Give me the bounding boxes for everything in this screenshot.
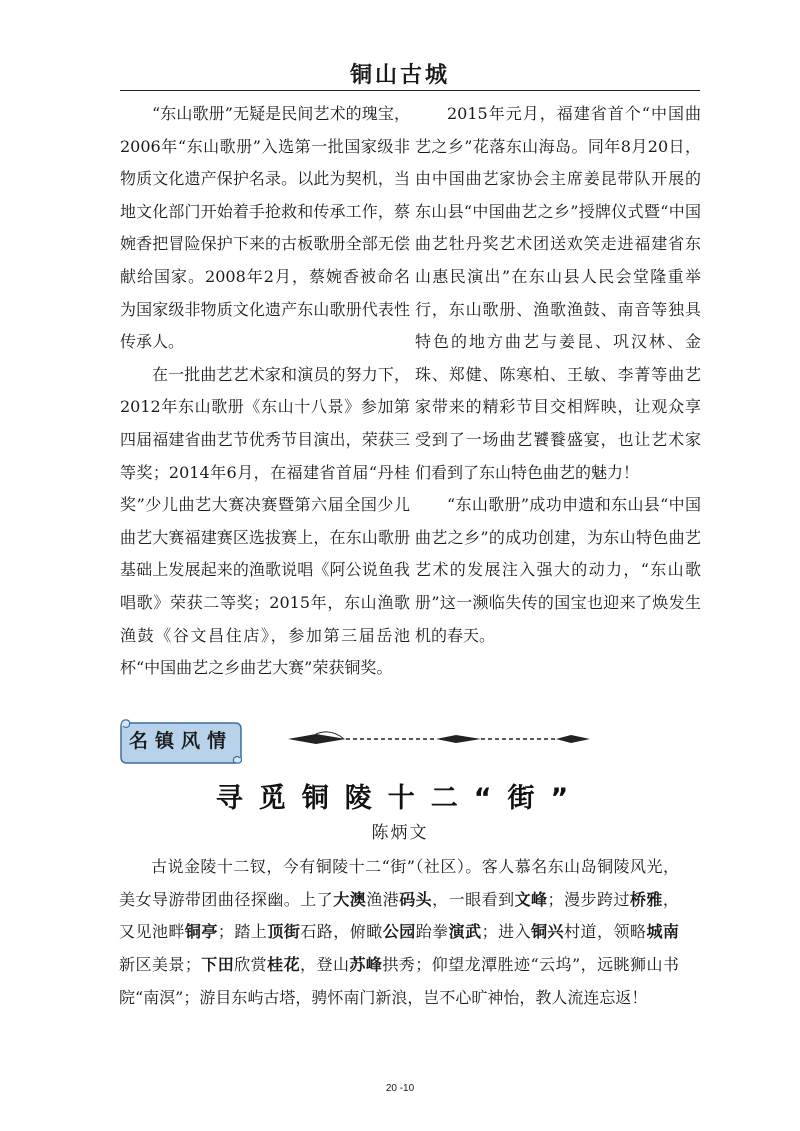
page-number: 20 -10 — [385, 1083, 415, 1094]
right-column — [415, 98, 701, 652]
intro-text: 村道，领略 — [564, 922, 647, 942]
intro-text: 石路，俯瞰 — [300, 922, 383, 942]
intro-keyword: 码头 — [399, 889, 433, 909]
article-intro — [119, 851, 679, 1015]
intro-keyword: 城南 — [646, 922, 679, 942]
intro-text: 跆拳 — [415, 922, 449, 942]
intro-keyword: 下田 — [200, 955, 235, 975]
intro-keyword: 大澳 — [333, 889, 367, 909]
intro-keyword: 桂花 — [267, 955, 301, 975]
intro-text: 欣赏 — [234, 955, 268, 975]
section-banner-label: 名镇风情 — [128, 730, 233, 752]
intro-text: ，一眼看到 — [432, 889, 515, 909]
left-paragraph-2: 在一批曲艺艺术家和演员的努力下，2012年东山歌册《东山十八景》参加第四届福建省曲艺节优秀节目演出，荣获三等奖；2014年6月，在福建省首届“丹桂奖”少儿曲艺大赛决赛暨第六届全国少儿曲艺大赛福建赛区选拔赛上，在东山歌册基础上发展起来的渔歌说唱《阿公说鱼我唱歌》荣获二等奖；2015年，东山渔歌渔鼓《谷文昌住店》，参加第三届岳池杯“中国曲艺之乡曲艺大赛”荣获铜奖。 — [120, 364, 410, 678]
intro-keyword: 铜亭 — [184, 922, 218, 942]
running-header-title: 铜山古城 — [349, 62, 450, 88]
header-rule — [120, 90, 700, 91]
divider-ornament-icon — [286, 728, 592, 750]
right-paragraph-2: “东山歌册”成功申遗和东山县“中国曲艺之乡”的成功创建，为东山特色曲艺艺术的发展注入强大的动力，“东山歌册”这一濒临失传的国宝也迎来了焕发生机的春天。 — [415, 495, 701, 645]
intro-text: ；进入 — [481, 922, 532, 942]
intro-text: 古说金陵十二钗，今有铜陵十二“街”（社区）。客人慕名东山岛铜陵风光，美女导游带团曲径探幽。上了 — [119, 857, 679, 909]
right-paragraph-1: 2015年元月，福建省首个“中国曲艺之乡”花落东山海岛。同年8月20日，由中国曲艺家协会主席姜昆带队开展的东山县“中国曲艺之乡”授牌仪式暨“中国曲艺牡丹奖艺术团送欢笑走进福建省东山惠民演出”在东山县人民会堂隆重举行，东山歌册、渔歌渔鼓、南音等独具特色的地方曲艺与姜昆、巩汉林、金珠、郑健、陈寒柏、王敏、李菁等曲艺家带来的精彩节目交相辉映，让观众享受到了一场曲艺饕餮盛宴，也让艺术家们看到了东山特色曲艺的魅力！ — [415, 104, 701, 482]
intro-keyword: 铜兴 — [531, 922, 565, 942]
left-column — [120, 98, 410, 685]
intro-text: ，登山 — [300, 955, 350, 975]
intro-text: 新区美景； — [119, 955, 201, 975]
intro-keyword: 演武 — [448, 922, 482, 942]
intro-text: ；漫步跨过 — [547, 889, 630, 909]
article-title: 寻觅铜陵十二“街” — [215, 783, 585, 814]
left-paragraph-1: “东山歌册”无疑是民间艺术的瑰宝，2006年“东山歌册”入选第一批国家级非物质文化遗产保护名录。以此为契机，当地文化部门开始着手抢救和传承工作，蔡婉香把冒险保护下来的古板歌册全部无偿献给国家。2008年2月，蔡婉香被命名为国家级非物质文化遗产东山歌册代表性传承人。 — [120, 104, 410, 352]
article-author: 陈炳文 — [371, 823, 429, 843]
intro-text: ；踏上 — [217, 922, 268, 942]
intro-text: 渔港 — [366, 889, 400, 909]
intro-keyword: 顶街 — [267, 922, 301, 942]
intro-text: ，又见池畔 — [119, 889, 679, 942]
intro-keyword: 公园 — [382, 922, 416, 942]
intro-keyword: 桥雅 — [629, 889, 663, 909]
intro-keyword: 文峰 — [514, 889, 548, 909]
intro-text: 拱秀；仰望龙潭胜迹“云坞”，远眺狮山书院“南溟”；游目东屿古塔，骋怀南门新浪，岂不心旷神怡，教人流连忘返！ — [119, 955, 679, 1007]
intro-keyword: 苏峰 — [349, 955, 383, 975]
